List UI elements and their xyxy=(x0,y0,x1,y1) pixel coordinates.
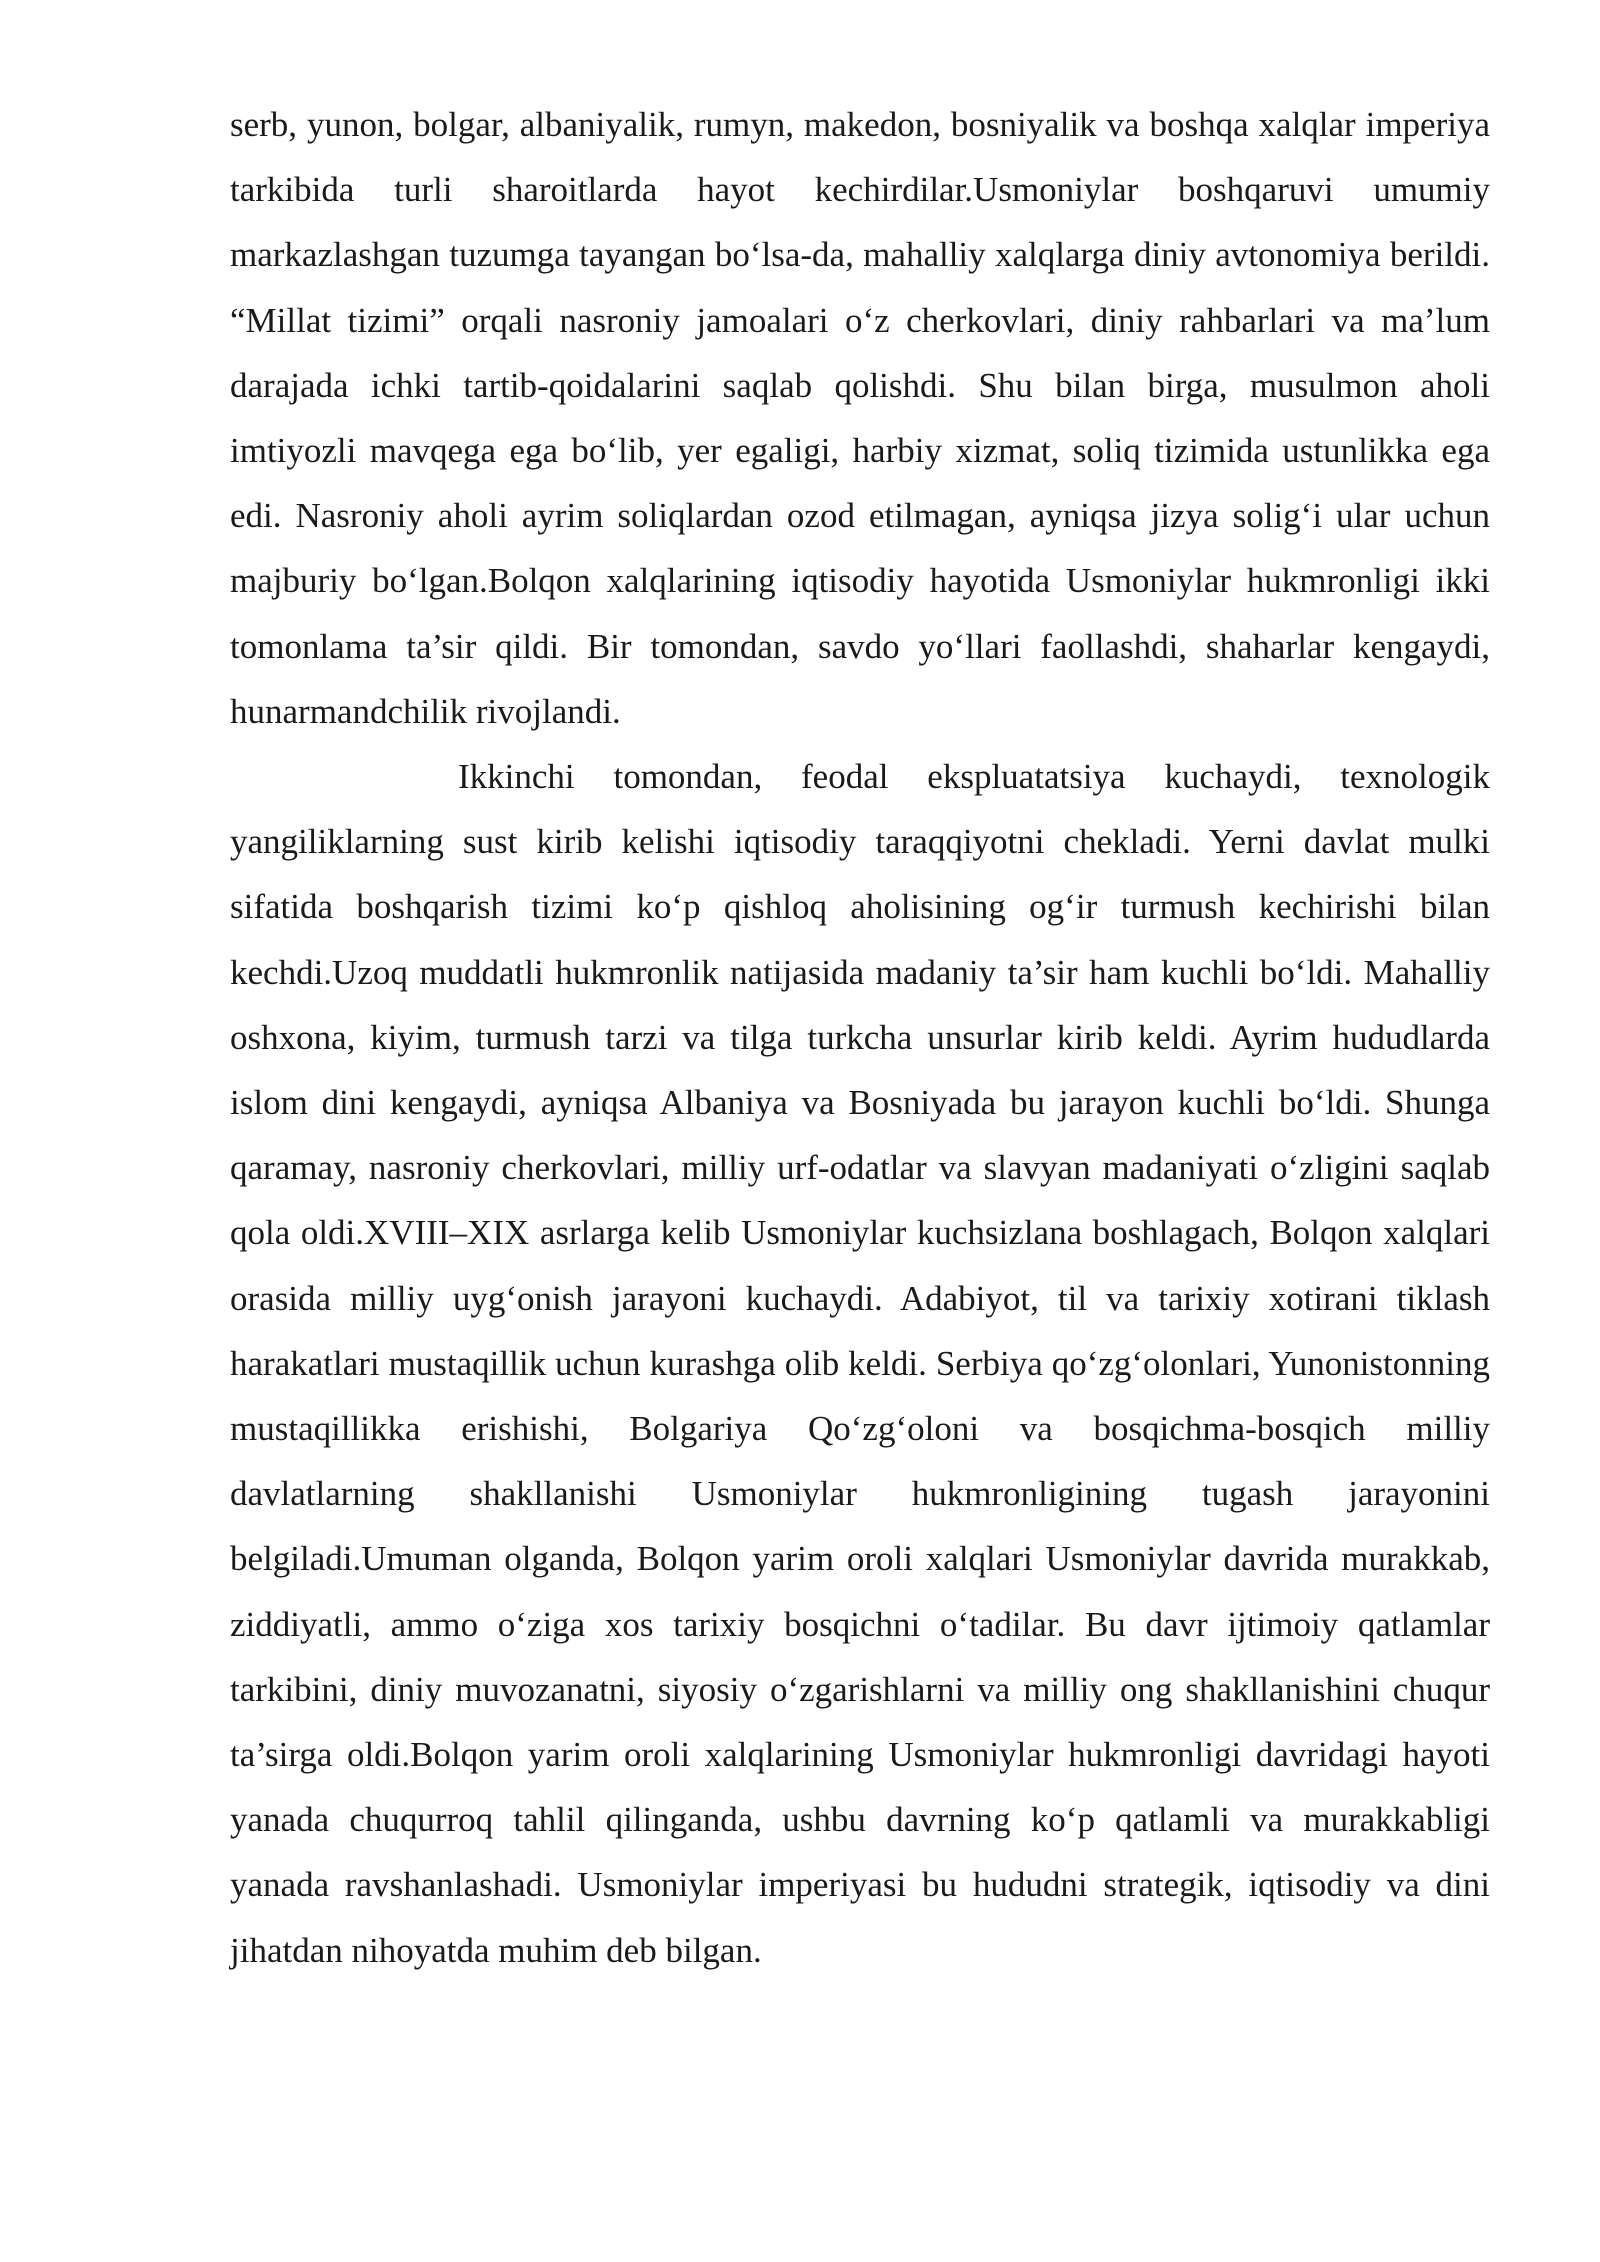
paragraph-1: serb, yunon, bolgar, albaniyalik, rumyn, makedon, bosniyalik va boshqa xalqlar imperiya tarkibida turli sharoitlarda hayot kechirdilar.Usmoniylar boshqaruvi umumiy markazlashgan tuzumga tayangan bo‘lsa-da, mahalliy xalqlarga diniy avtonomiya berildi. “Millat tizimi” orqali nasroniy jamoalari o‘z cherkovlari, diniy rahbarlari va ma’lum darajada ichki tartib-qoidalarini saqlab qolishdi. Shu bilan birga, musulmon aholi imtiyozli mavqega ega bo‘lib, yer egaligi, harbiy xizmat, soliq tizimida ustunlikka ega edi. Nasroniy aholi ayrim soliqlardan ozod etilmagan, ayniqsa jizya solig‘i ular uchun majburiy bo‘lgan.Bolqon xalqlarining iqtisodiy hayotida Usmoniylar hukmronligi ikki tomonlama ta’sir qildi. Bir tomondan, savdo yo‘llari faollashdi, shaharlar kengaydi, hunarmandchilik rivojlandi. xyxy=(230,105,1490,731)
body-text xyxy=(230,92,1490,1983)
paragraph-2: Ikkinchi tomondan, feodal ekspluatatsiya kuchaydi, texnologik yangiliklarning sust kirib kelishi iqtisodiy taraqqiyotni chekladi. Yerni davlat mulki sifatida boshqarish tizimi ko‘p qishloq aholisining og‘ir turmush kechirishi bilan kechdi.Uzoq muddatli hukmronlik natijasida madaniy ta’sir ham kuchli bo‘ldi. Mahalliy oshxona, kiyim, turmush tarzi va tilga turkcha unsurlar kirib keldi. Ayrim hududlarda islom dini kengaydi, ayniqsa Albaniya va Bosniyada bu jarayon kuchli bo‘ldi. Shunga qaramay, nasroniy cherkovlari, milliy urf-odatlar va slavyan madaniyati o‘zligini saqlab qola oldi.XVIII–XIX asrlarga kelib Usmoniylar kuchsizlana boshlagach, Bolqon xalqlari orasida milliy uyg‘onish jarayoni kuchaydi. Adabiyot, til va tarixiy xotirani tiklash harakatlari mustaqillik uchun kurashga olib keldi. Serbiya qo‘zg‘olonlari, Yunonistonning mustaqillikka erishishi, Bolgariya Qo‘zg‘oloni va bosqichma-bosqich milliy davlatlarning shakllanishi Usmoniylar hukmronligining tugash jarayonini belgiladi.Umuman olganda, Bolqon yarim oroli xalqlari Usmoniylar davrida murakkab, ziddiyatli, ammo o‘ziga xos tarixiy bosqichni o‘tadilar. Bu davr ijtimoiy qatlamlar tarkibini, diniy muvozanatni, siyosiy o‘zgarishlarni va milliy ong shakllanishini chuqur ta’sirga oldi.Bolqon yarim oroli xalqlarining Usmoniylar hukmronligi davridagi hayoti yanada chuqurroq tahlil qilinganda, ushbu davrning ko‘p qatlamli va murakkabligi yanada ravshanlashadi. Usmoniylar imperiyasi bu hududni strategik, iqtisodiy va dini jihatdan nihoyatda muhim deb bilgan. xyxy=(230,757,1490,1970)
